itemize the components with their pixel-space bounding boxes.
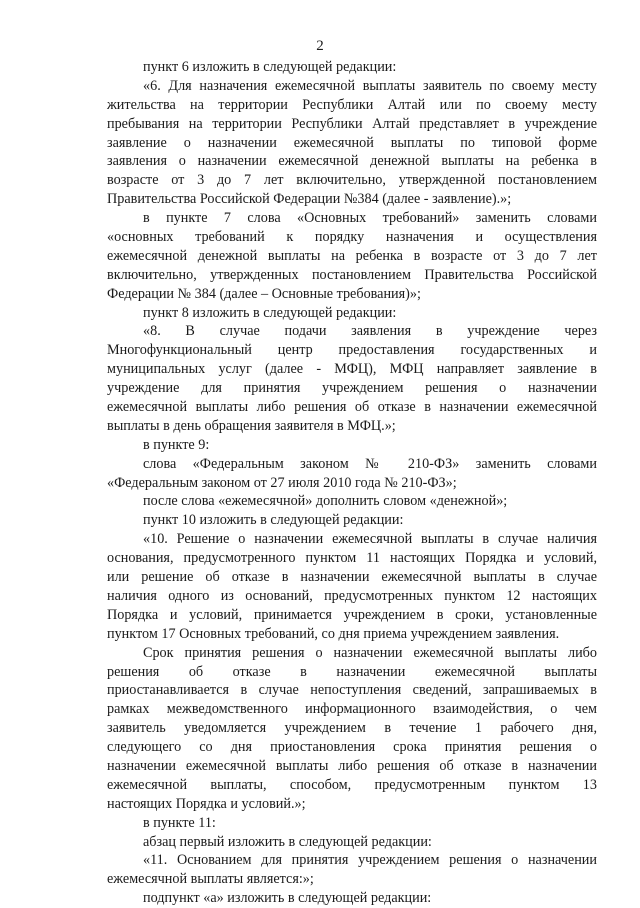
text-line: учреждение для принятия учреждением решения о назначении [107, 380, 597, 397]
text-line: после слова «ежемесячной» дополнить словом «денежной»; [143, 493, 508, 510]
text-line: подпункт «а» изложить в следующей редакции: [143, 890, 432, 907]
text-line: пункт 6 изложить в следующей редакции: [143, 59, 397, 75]
document-body [107, 58, 597, 908]
text-line: «8. В случае подачи заявления в учреждение через [143, 323, 597, 340]
text-line: в пункте 11: [143, 814, 216, 831]
text-line: основания, предусмотренного пунктом 11 настоящих Порядка и условий, [107, 550, 597, 567]
text-line: заявление о назначении ежемесячной выплаты по типовой форме [107, 134, 597, 151]
text-line: «Федеральным законом от 27 июля 2010 года № 210-ФЗ»; [107, 474, 457, 491]
text-line: «10. Решение о назначении ежемесячной выплаты в случае наличия [143, 531, 597, 548]
text-line: включительно, утвержденных постановлением Правительства Российской [107, 266, 597, 283]
page-number: 2 [316, 38, 324, 54]
text-line: возрасте от 3 до 7 лет включительно, утвержденной постановлением [107, 172, 597, 189]
text-line: заявления о назначении ежемесячной денежной выплаты на ребенка в [107, 153, 597, 170]
text-line: ежемесячной выплаты либо решения об отказе в назначении ежемесячной [107, 399, 597, 416]
text-line: жительства на территории Республики Алтай или по своему месту [107, 96, 597, 113]
text-line: в пункте 7 слова «Основных требований» заменить словами [143, 210, 597, 227]
text-line: абзац первый изложить в следующей редакции: [143, 833, 432, 850]
text-line: пунктом 17 Основных требований, со дня приема учреждением заявления. [107, 625, 560, 642]
text-line: Срок принятия решения о назначении ежемесячной выплаты либо [143, 644, 597, 661]
text-line: в пункте 9: [143, 436, 210, 453]
text-line: ежемесячной денежной выплаты на ребенка в возрасте от 3 до 7 лет [107, 247, 597, 264]
text-line: заявитель уведомляется учреждением в течение 1 рабочего дня, [107, 720, 597, 737]
text-line: наличия одного из оснований, предусмотренных пунктом 12 настоящих [107, 587, 597, 604]
text-line: ежемесячной выплаты является:»; [107, 871, 314, 888]
text-line: или решение об отказе в назначении ежемесячной выплаты в случае [107, 569, 597, 586]
text-line: «11. Основанием для принятия учреждением решения о назначении [143, 852, 597, 869]
text-line: ежемесячной выплаты, способом, предусмотренным пунктом 13 [107, 776, 597, 793]
text-line: муниципальных услуг (далее - МФЦ), МФЦ направляет заявление в [107, 361, 597, 378]
text-line: приостанавливается в случае непоступления сведений, запрашиваемых в [107, 682, 597, 699]
text-line: «основных требований к порядку назначения и осуществления [107, 229, 597, 246]
text-line: слова «Федеральным законом № 210-ФЗ» заменить словами [143, 455, 597, 472]
text-line: следующего со дня приостановления срока принятия решения о [107, 739, 597, 756]
text-line: пункт 10 изложить в следующей редакции: [143, 512, 404, 529]
text-line: рамках межведомственного информационного взаимодействия, о чем [107, 701, 597, 718]
text-line: Правительства Российской Федерации №384 (далее - заявление).»; [107, 191, 512, 208]
text-line: Многофункциональный центр предоставления государственных и [107, 342, 597, 359]
text-line: «6. Для назначения ежемесячной выплаты заявитель по своему месту [143, 77, 597, 94]
text-line: пребывания на территории Республики Алтай представляет в учреждение [107, 115, 597, 132]
text-line: выплаты в день обращения заявителя в МФЦ.»; [107, 417, 396, 434]
text-line: пункт 8 изложить в следующей редакции: [143, 304, 397, 321]
text-line: настоящих Порядка и условий.»; [107, 795, 306, 812]
text-line: назначении ежемесячной выплаты либо решения об отказе в назначении [107, 757, 597, 774]
text-line: решения об отказе в назначении ежемесячной выплаты [107, 663, 597, 680]
text-line: Федерации № 384 (далее – Основные требования)»; [107, 285, 421, 302]
text-line: Порядка и условий, принимается учреждением в сроки, установленные [107, 606, 597, 623]
